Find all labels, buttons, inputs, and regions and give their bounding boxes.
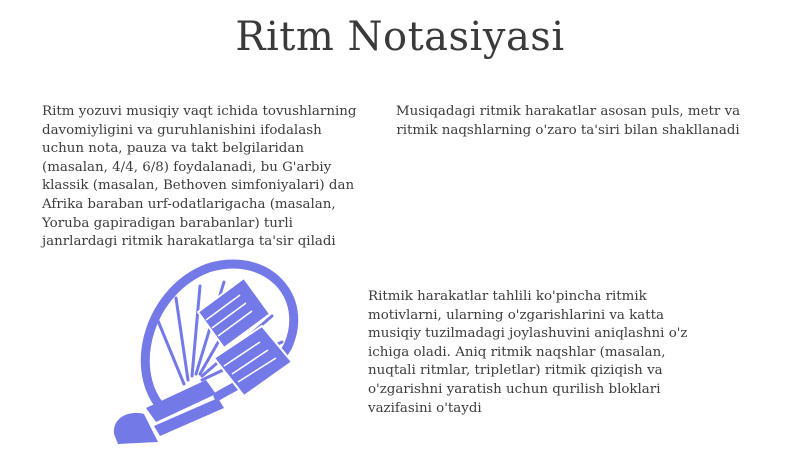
- lightbulb-books-icon: [88, 238, 328, 446]
- paragraph-rhythmic-movements: Musiqadagi ritmik harakatlar asosan puls, metr va ritmik naqshlarning o'zaro ta'siri bilan shakllanadi: [395, 104, 741, 138]
- paragraph-notation: Ritm yozuvi musiqiy vaqt ichida tovushlarning davomiyligini va guruhlanishini ifodalash uchun nota, pauza va takt belgilaridan (masalan, 4/4, 6/8) foydalanadi, bu G'arbiy klassik (masalan, Bethoven simfoniyalari) dan Afrika baraban urf-odatlarigacha (masalan, Yoruba gapiradigan barabanlar) turli janrlardagi ritmik harakatlarga ta'sir qiladi: [42, 104, 357, 250]
- paragraph-analysis: Ritmik harakatlar tahlili ko'pincha ritmik motivlarni, ularning o'zgarishlarini va katta musiqiy tuzilmadagi joylashuvini aniqlashni o'z ichiga oladi. Aniq ritmik naqshlar (masalan, nuqtali ritmlar, tripletlar) ritmik qiziqish va o'zgarishni yaratish uchun qurilish bloklari vazifasini o'taydi: [368, 289, 688, 416]
- slide-title: Ritm Notasiyasi: [235, 14, 565, 60]
